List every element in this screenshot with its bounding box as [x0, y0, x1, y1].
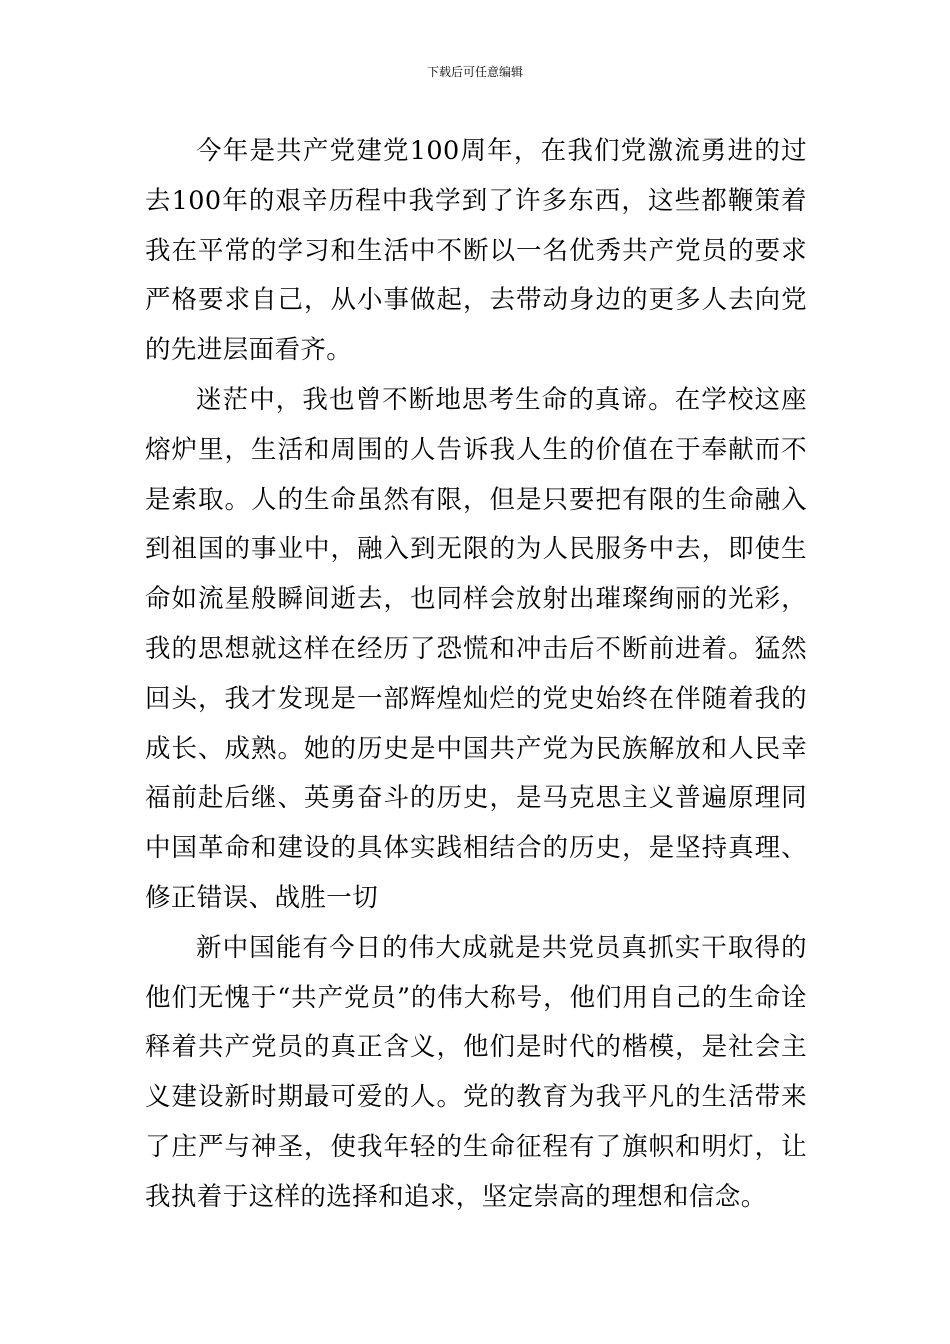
paragraph-2: 迷茫中，我也曾不断地思考生命的真谛。在学校这座熔炉里，生活和周围的人告诉我人生的价值在于奉献而不是索取。人的生命虽然有限，但是只要把有限的生命融入到祖国的事业中，融入到无限的为人民服务中去，即使生命如流星般瞬间逝去，也同样会放射出璀璨绚丽的光彩，我的思想就这样在经历了恐慌和冲击后不断前进着。猛然回头，我才发现是一部辉煌灿烂的党史始终在伴随着我的成长、成熟。她的历史是中国共产党为民族解放和人民幸福前赴后继、英勇奋斗的历史，是马克思主义普遍原理同中国革命和建设的具体实践相结合的历史，是坚持真理、修正错误、战胜一切 — [145, 384, 807, 913]
paragraph-3: 新中国能有今日的伟大成就是共党员真抓实干取得的他们无愧于“共产党员”的伟大称号，他们用自己的生命诠释着共产党员的真正含义，他们是时代的楷模，是社会主义建设新时期最可爱的人。党的教育为我平凡的生活带来了庄严与神圣，使我年轻的生命征程有了旗帜和明灯，让我执着于这样的选择和追求，坚定崇高的理想和信念。 — [145, 932, 807, 1212]
document-body — [145, 127, 807, 1223]
page-header: 下载后可任意编辑 — [426, 65, 523, 79]
paragraph-1: 今年是共产党建党100周年，在我们党激流勇进的过去100年的艰辛历程中我学到了许多东西，这些都鞭策着我在平常的学习和生活中不断以一名优秀共产党员的要求严格要求自己，从小事做起，去带动身边的更多人去向党的先进层面看齐。 — [145, 136, 807, 366]
